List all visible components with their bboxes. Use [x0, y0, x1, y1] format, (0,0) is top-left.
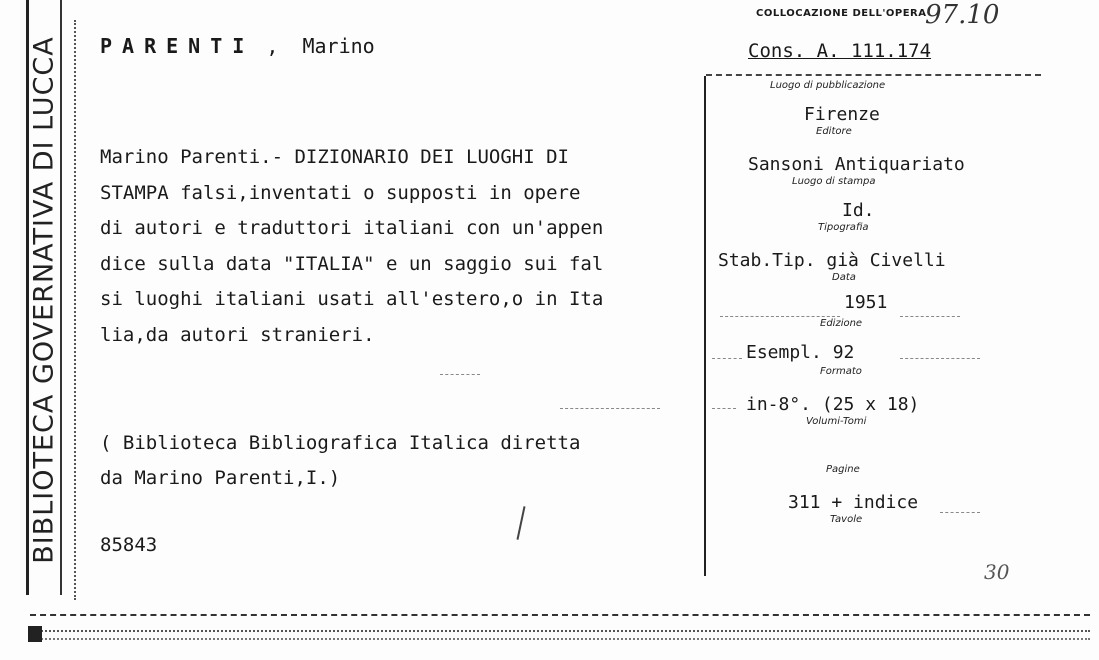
formato-value: in-8°. (25 x 18) — [746, 394, 920, 415]
description-line: di autori e traduttori italiani con un'appen — [100, 217, 604, 239]
handwritten-mark: 30 — [984, 560, 1010, 584]
guide-line — [712, 358, 742, 359]
card-heading — [100, 34, 375, 58]
description-line: si luoghi italiani usati all'estero,o in Ita — [100, 288, 604, 310]
accession-number: 85843 — [100, 534, 158, 556]
guide-line — [712, 408, 736, 409]
luogo-stampa-label: Luogo di stampa — [792, 176, 876, 187]
tavole-label: Tavole — [830, 514, 863, 525]
heading-comma: , — [254, 34, 303, 58]
guide-line — [940, 512, 980, 513]
luogo-stampa-value: Id. — [842, 200, 875, 221]
library-stamp — [26, 0, 66, 600]
luogo-pubblicazione-label: Luogo di pubblicazione — [770, 80, 886, 91]
stamp-border-right — [60, 0, 62, 595]
series-note — [100, 426, 580, 496]
editore-value: Sansoni Antiquariato — [748, 154, 965, 175]
editore-label: Editore — [816, 126, 852, 137]
guide-line — [900, 316, 960, 317]
volumi-label: Volumi-Tomi — [806, 416, 867, 427]
pen-stroke — [516, 506, 525, 540]
edizione-label: Edizione — [820, 318, 863, 329]
series-line: ( Biblioteca Bibliografica Italica diretta — [100, 432, 581, 454]
guide-line — [440, 374, 480, 375]
luogo-pubblicazione-value: Firenze — [804, 104, 880, 125]
guide-line — [720, 316, 840, 317]
guide-line — [900, 358, 980, 359]
panel-left-border — [704, 76, 706, 576]
description-line: dice sulla data "ITALIA" e un saggio sui fal — [100, 252, 604, 275]
pagine-label: Pagine — [826, 464, 860, 475]
collocation-handwritten: 97.10 — [925, 0, 1000, 30]
edizione-value: Esempl. 92 — [746, 342, 855, 363]
library-stamp-text: BIBLIOTECA GOVERNATIVA DI LUCCA — [28, 36, 60, 564]
author-surname: PARENTI — [100, 34, 255, 58]
author-name: Marino — [302, 34, 375, 58]
description-line: STAMPA falsi,inventati o supposti in opere — [100, 181, 581, 204]
formato-label: Formato — [820, 366, 862, 377]
description-line: Marino Parenti.- DIZIONARIO DEI LUOGHI DI — [100, 146, 569, 168]
margin-dotted-line — [74, 20, 76, 600]
tipografia-label: Tipografia — [818, 222, 869, 233]
bottom-dotted-border — [30, 630, 1090, 640]
description-line: lia,da autori stranieri. — [100, 323, 375, 346]
bottom-dashed-line — [30, 614, 1090, 616]
collocation-label: COLLOCAZIONE DELL'OPERA — [756, 8, 927, 19]
corner-mark — [28, 626, 42, 642]
tipografia-value: Stab.Tip. già Civelli — [718, 250, 946, 271]
guide-line — [560, 408, 660, 409]
title-description — [100, 140, 710, 353]
collocation-value: Cons. A. 111.174 — [748, 40, 932, 62]
series-line: da Marino Parenti,I.) — [100, 467, 341, 489]
panel-top-border — [706, 74, 1041, 76]
data-value: 1951 — [844, 292, 888, 313]
pagine-value: 311 + indice — [788, 492, 919, 513]
data-label: Data — [832, 272, 856, 283]
